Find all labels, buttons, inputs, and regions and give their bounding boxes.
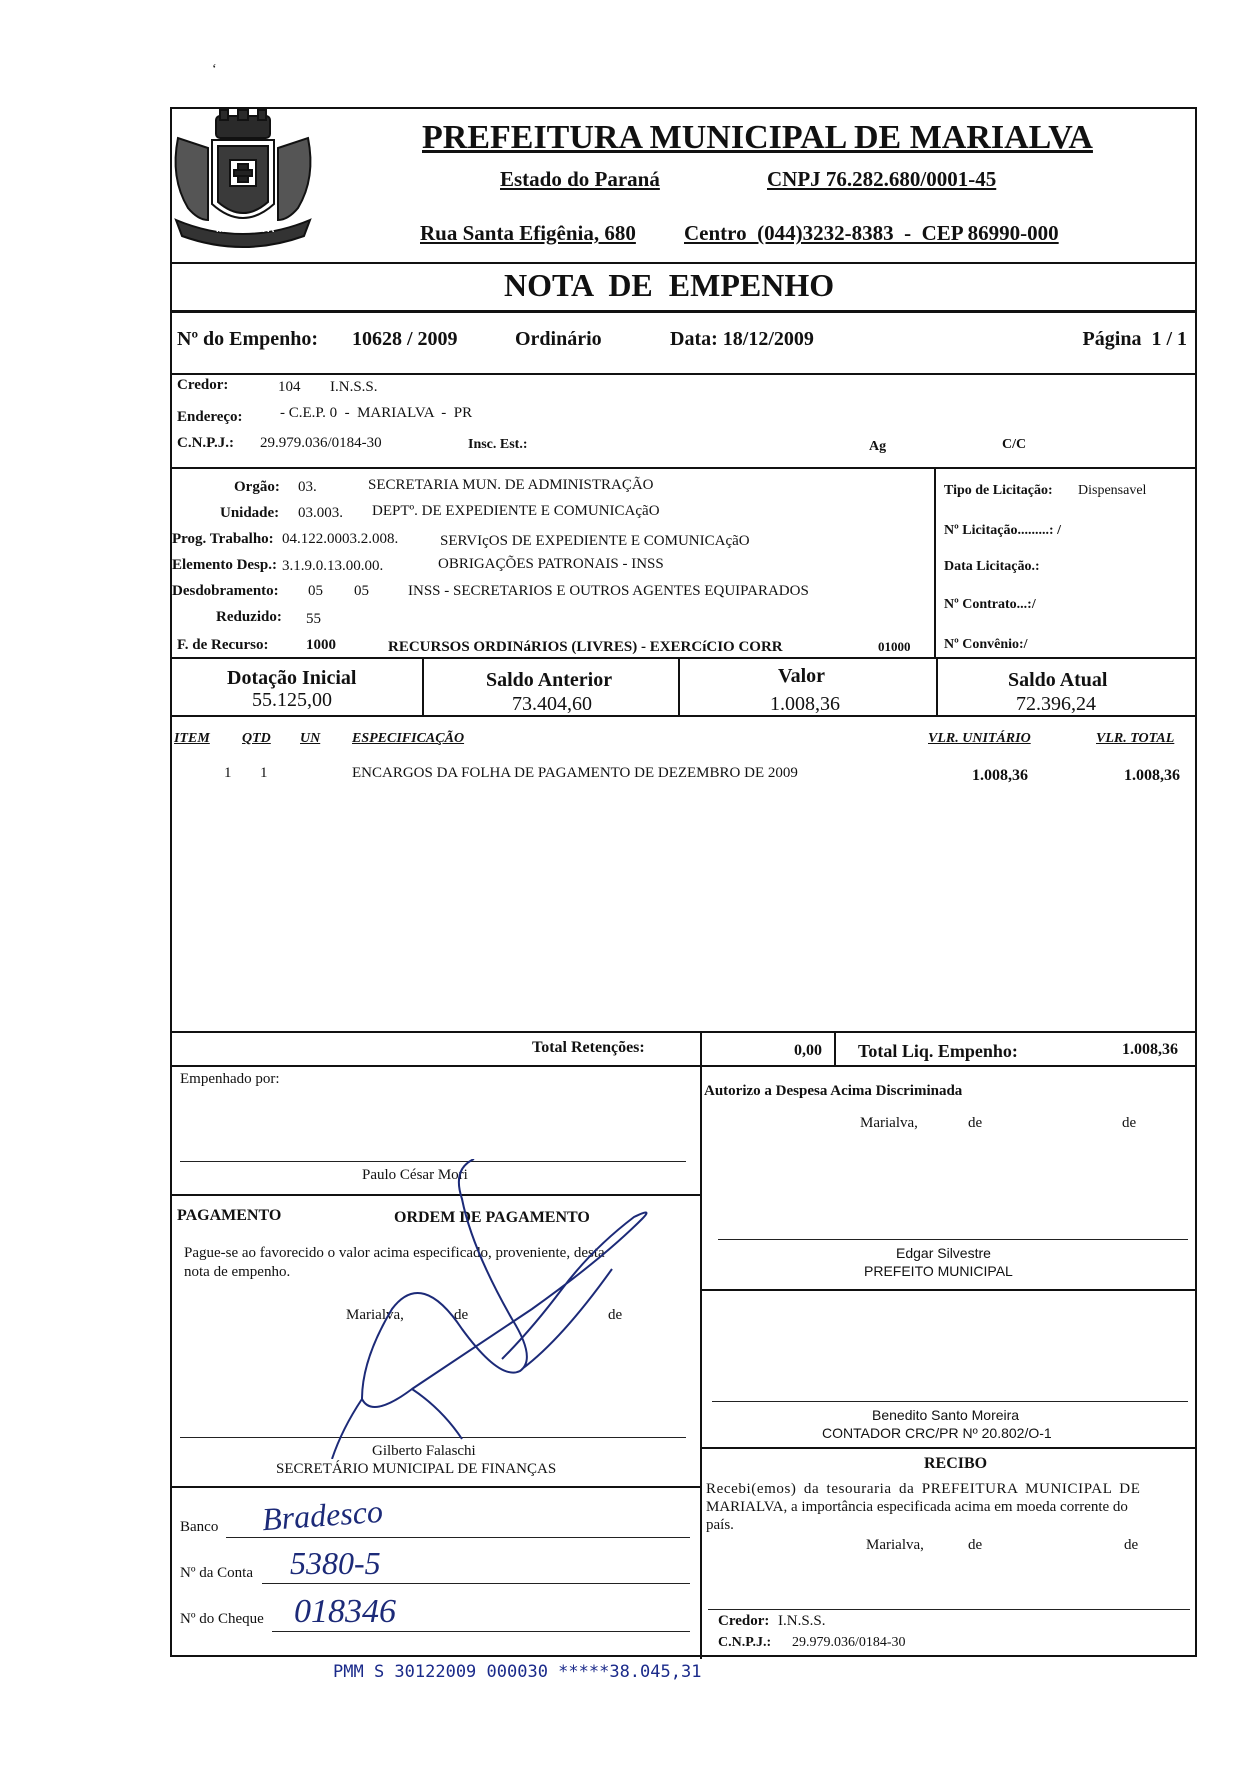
recibo-credor-label: Credor: bbox=[718, 1613, 770, 1629]
recibo-text-2: MARIALVA, a importância especificada acima em moeda corrente do bbox=[706, 1499, 1128, 1515]
autorizo-de-2: de bbox=[1122, 1115, 1137, 1131]
empenho-date: Data: 18/12/2009 bbox=[670, 328, 814, 350]
unidade-desc: DEPTº. DE EXPEDIENTE E COMUNICAçãO bbox=[372, 503, 660, 519]
recurso-code: 1000 bbox=[306, 637, 336, 653]
numero-convenio: Nº Convênio:/ bbox=[944, 637, 1028, 652]
recibo-text-3: país. bbox=[706, 1517, 734, 1533]
seal-text: MARIALVA bbox=[216, 224, 276, 235]
prefeito-title: PREFEITO MUNICIPAL bbox=[864, 1263, 1013, 1279]
tipo-licitacao-value: Dispensavel bbox=[1078, 483, 1147, 498]
address-contact: Centro (044)3232-8383 - CEP 86990-000 bbox=[684, 221, 1059, 245]
page-number: Página 1 / 1 bbox=[1082, 328, 1187, 350]
recibo-text-1: Recebi(emos) da tesouraria da PREFEITURA MUNICIPAL DE bbox=[706, 1481, 1141, 1497]
pagamento-label: PAGAMENTO bbox=[177, 1207, 282, 1224]
reduzido-value: 55 bbox=[306, 611, 321, 627]
col-header-item: ITEM bbox=[174, 731, 210, 746]
cc-label: C/C bbox=[1002, 437, 1027, 452]
recibo-label: RECIBO bbox=[924, 1455, 988, 1472]
orgao-label: Orgão: bbox=[234, 479, 280, 495]
col-header-qtd: QTD bbox=[242, 731, 271, 746]
payment-de-2: de bbox=[608, 1307, 623, 1323]
valor-label: Valor bbox=[778, 665, 826, 687]
valor-value: 1.008,36 bbox=[770, 693, 840, 715]
retencoes-value: 0,00 bbox=[794, 1042, 822, 1059]
credor-address: - C.E.P. 0 - MARIALVA - PR bbox=[280, 405, 473, 421]
cheque-value: 018346 bbox=[294, 1593, 396, 1630]
col-header-spec: ESPECIFICAÇÃO bbox=[352, 731, 465, 746]
street-address: Rua Santa Efigênia, 680 bbox=[420, 221, 636, 245]
row-total-value: 1.008,36 bbox=[1124, 767, 1180, 784]
retencoes-label: Total Retenções: bbox=[532, 1039, 645, 1056]
recibo-credor-value: I.N.S.S. bbox=[778, 1613, 826, 1629]
desdobramento-desc: INSS - SECRETARIOS E OUTROS AGENTES EQUIPARADOS bbox=[408, 583, 809, 599]
empenhado-name: Paulo César Mori bbox=[362, 1167, 468, 1183]
payment-city: Marialva, bbox=[346, 1307, 404, 1323]
address-label: Endereço: bbox=[177, 409, 243, 425]
credor-cnpj: 29.979.036/0184-30 bbox=[260, 435, 382, 451]
document-title: NOTA DE EMPENHO bbox=[504, 267, 835, 303]
liquido-label: Total Liq. Empenho: bbox=[858, 1041, 1018, 1061]
saldo-anterior-label: Saldo Anterior bbox=[486, 669, 613, 691]
reduzido-label: Reduzido: bbox=[216, 609, 282, 625]
desdobramento-code1: 05 bbox=[308, 583, 323, 599]
scan-mark: ʻ bbox=[212, 62, 217, 77]
contador-title: CONTADOR CRC/PR Nº 20.802/O-1 bbox=[822, 1425, 1052, 1441]
data-licitacao: Data Licitação.: bbox=[944, 559, 1040, 574]
row-unit-value: 1.008,36 bbox=[972, 767, 1028, 784]
elemento-label: Elemento Desp.: bbox=[172, 557, 277, 573]
desdobramento-label: Desdobramento: bbox=[172, 583, 279, 599]
empenho-number: 10628 / 2009 bbox=[352, 328, 458, 350]
cnpj-header: CNPJ 76.282.680/0001-45 bbox=[767, 167, 997, 191]
row-item: 1 bbox=[224, 765, 232, 781]
finance-secretary-name: Gilberto Falaschi bbox=[372, 1443, 476, 1459]
page-title: PREFEITURA MUNICIPAL DE MARIALVA bbox=[422, 119, 1093, 156]
col-header-total-value: VLR. TOTAL bbox=[1096, 731, 1175, 746]
conta-label: Nº da Conta bbox=[180, 1565, 253, 1581]
prog-code: 04.122.0003.2.008. bbox=[282, 531, 399, 547]
unidade-code: 03.003. bbox=[298, 505, 343, 521]
empenho-type: Ordinário bbox=[515, 328, 602, 350]
row-qtd: 1 bbox=[260, 765, 268, 781]
cheque-label: Nº do Cheque bbox=[180, 1611, 264, 1627]
autorizo-de-1: de bbox=[968, 1115, 983, 1131]
credor-name: I.N.S.S. bbox=[330, 379, 378, 395]
finance-secretary-title: SECRETÁRIO MUNICIPAL DE FINANÇAS bbox=[276, 1461, 557, 1477]
footer-stamp: PMM S 30122009 000030 *****38.045,31 bbox=[333, 1662, 702, 1682]
autorizo-text: Autorizo a Despesa Acima Discriminada bbox=[704, 1083, 963, 1099]
saldo-atual-value: 72.396,24 bbox=[1016, 693, 1096, 715]
recurso-code2: 01000 bbox=[878, 639, 911, 654]
numero-licitacao: Nº Licitação.........: / bbox=[944, 523, 1061, 538]
recibo-de-2: de bbox=[1124, 1537, 1139, 1553]
recibo-de-1: de bbox=[968, 1537, 983, 1553]
ordem-pagamento-label: ORDEM DE PAGAMENTO bbox=[394, 1209, 590, 1226]
handwritten-signature bbox=[262, 1159, 682, 1459]
liquido-value: 1.008,36 bbox=[1122, 1041, 1178, 1058]
ag-label: Ag bbox=[869, 439, 887, 454]
recibo-cnpj-label: C.N.P.J.: bbox=[718, 1635, 772, 1650]
credor-code: 104 bbox=[278, 379, 301, 395]
state-name: Estado do Paraná bbox=[500, 167, 660, 191]
numero-contrato: Nº Contrato...:/ bbox=[944, 597, 1036, 612]
prog-desc: SERVIçOS DE EXPEDIENTE E COMUNICAçãO bbox=[440, 533, 750, 549]
credor-label: Credor: bbox=[177, 377, 229, 393]
pague-text-2: nota de empenho. bbox=[184, 1264, 291, 1280]
empenho-number-label: Nº do Empenho: bbox=[177, 328, 319, 350]
orgao-code: 03. bbox=[298, 479, 317, 495]
orgao-desc: SECRETARIA MUN. DE ADMINISTRAÇÃO bbox=[368, 477, 654, 493]
insc-est-label: Insc. Est.: bbox=[468, 437, 528, 452]
contador-name: Benedito Santo Moreira bbox=[872, 1407, 1020, 1423]
prog-label: Prog. Trabalho: bbox=[172, 531, 274, 547]
autorizo-city: Marialva, bbox=[860, 1115, 918, 1131]
row-spec: ENCARGOS DA FOLHA DE PAGAMENTO DE DEZEMBRO DE 2009 bbox=[352, 765, 798, 781]
recurso-label: F. de Recurso: bbox=[177, 637, 269, 653]
conta-value: 5380-5 bbox=[290, 1545, 381, 1581]
elemento-desc: OBRIGAÇÕES PATRONAIS - INSS bbox=[438, 556, 664, 572]
unidade-label: Unidade: bbox=[220, 505, 280, 521]
col-header-un: UN bbox=[300, 731, 321, 746]
recibo-city: Marialva, bbox=[866, 1537, 924, 1553]
pague-text: Pague-se ao favorecido o valor acima especificado, proveniente, desta bbox=[184, 1245, 605, 1261]
elemento-code: 3.1.9.0.13.00.00. bbox=[282, 558, 384, 574]
recurso-desc: RECURSOS ORDINáRIOS (LIVRES) - EXERCíCIO CORR bbox=[388, 639, 783, 655]
banco-label: Banco bbox=[180, 1519, 219, 1535]
empenhado-label: Empenhado por: bbox=[180, 1071, 280, 1087]
dotacao-label: Dotação Inicial bbox=[227, 667, 357, 689]
recibo-cnpj-value: 29.979.036/0184-30 bbox=[792, 1635, 906, 1650]
payment-de-1: de bbox=[454, 1307, 469, 1323]
dotacao-value: 55.125,00 bbox=[252, 689, 332, 711]
nota-de-empenho-form bbox=[170, 107, 1197, 1657]
tipo-licitacao-label: Tipo de Licitação: bbox=[944, 483, 1053, 498]
prefeito-name: Edgar Silvestre bbox=[896, 1245, 991, 1261]
col-header-unit-value: VLR. UNITÁRIO bbox=[928, 731, 1031, 746]
cnpj-label: C.N.P.J.: bbox=[177, 435, 234, 451]
saldo-anterior-value: 73.404,60 bbox=[512, 693, 592, 715]
saldo-atual-label: Saldo Atual bbox=[1008, 669, 1108, 691]
banco-value: Bradesco bbox=[260, 1492, 384, 1538]
desdobramento-code2: 05 bbox=[354, 583, 369, 599]
